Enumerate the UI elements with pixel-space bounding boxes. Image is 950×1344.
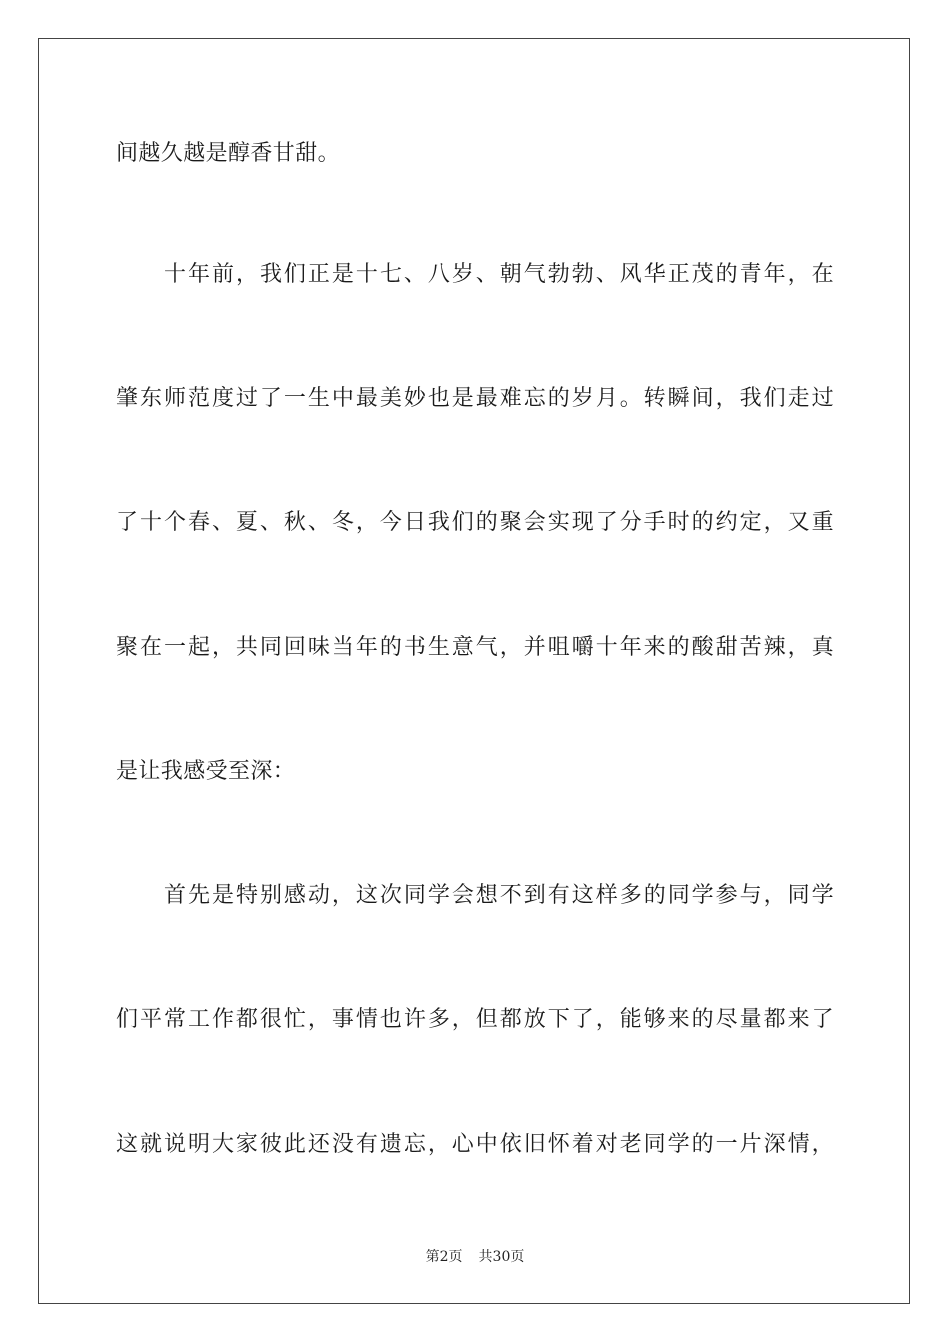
page-footer <box>0 1248 950 1266</box>
text-line: 这就说明大家彼此还没有遗忘，心中依旧怀着对老同学的一片深情， <box>116 1132 834 1157</box>
text-line: 是让我感受至深： <box>116 759 296 784</box>
text-line: 聚在一起，共同回味当年的书生意气，并咀嚼十年来的酸甜苦辣，真 <box>116 635 834 660</box>
paragraph-first-line: 十年前，我们正是十七、八岁、朝气勃勃、风华正茂的青年，在 <box>164 262 834 287</box>
text-line: 肇东师范度过了一生中最美妙也是最难忘的岁月。转瞬间，我们走过 <box>116 386 834 411</box>
page-total: 共30页 <box>478 1249 525 1265</box>
text-line: 间越久越是醇香甘甜。 <box>116 141 341 166</box>
page-number: 第2页 <box>425 1249 463 1265</box>
text-line: 了十个春、夏、秋、冬，今日我们的聚会实现了分手时的约定，又重 <box>116 510 834 535</box>
paragraph-first-line: 首先是特别感动，这次同学会想不到有这样多的同学参与，同学 <box>164 883 834 908</box>
page-border <box>38 38 910 1304</box>
text-line: 们平常工作都很忙，事情也许多，但都放下了，能够来的尽量都来了 <box>116 1007 834 1032</box>
